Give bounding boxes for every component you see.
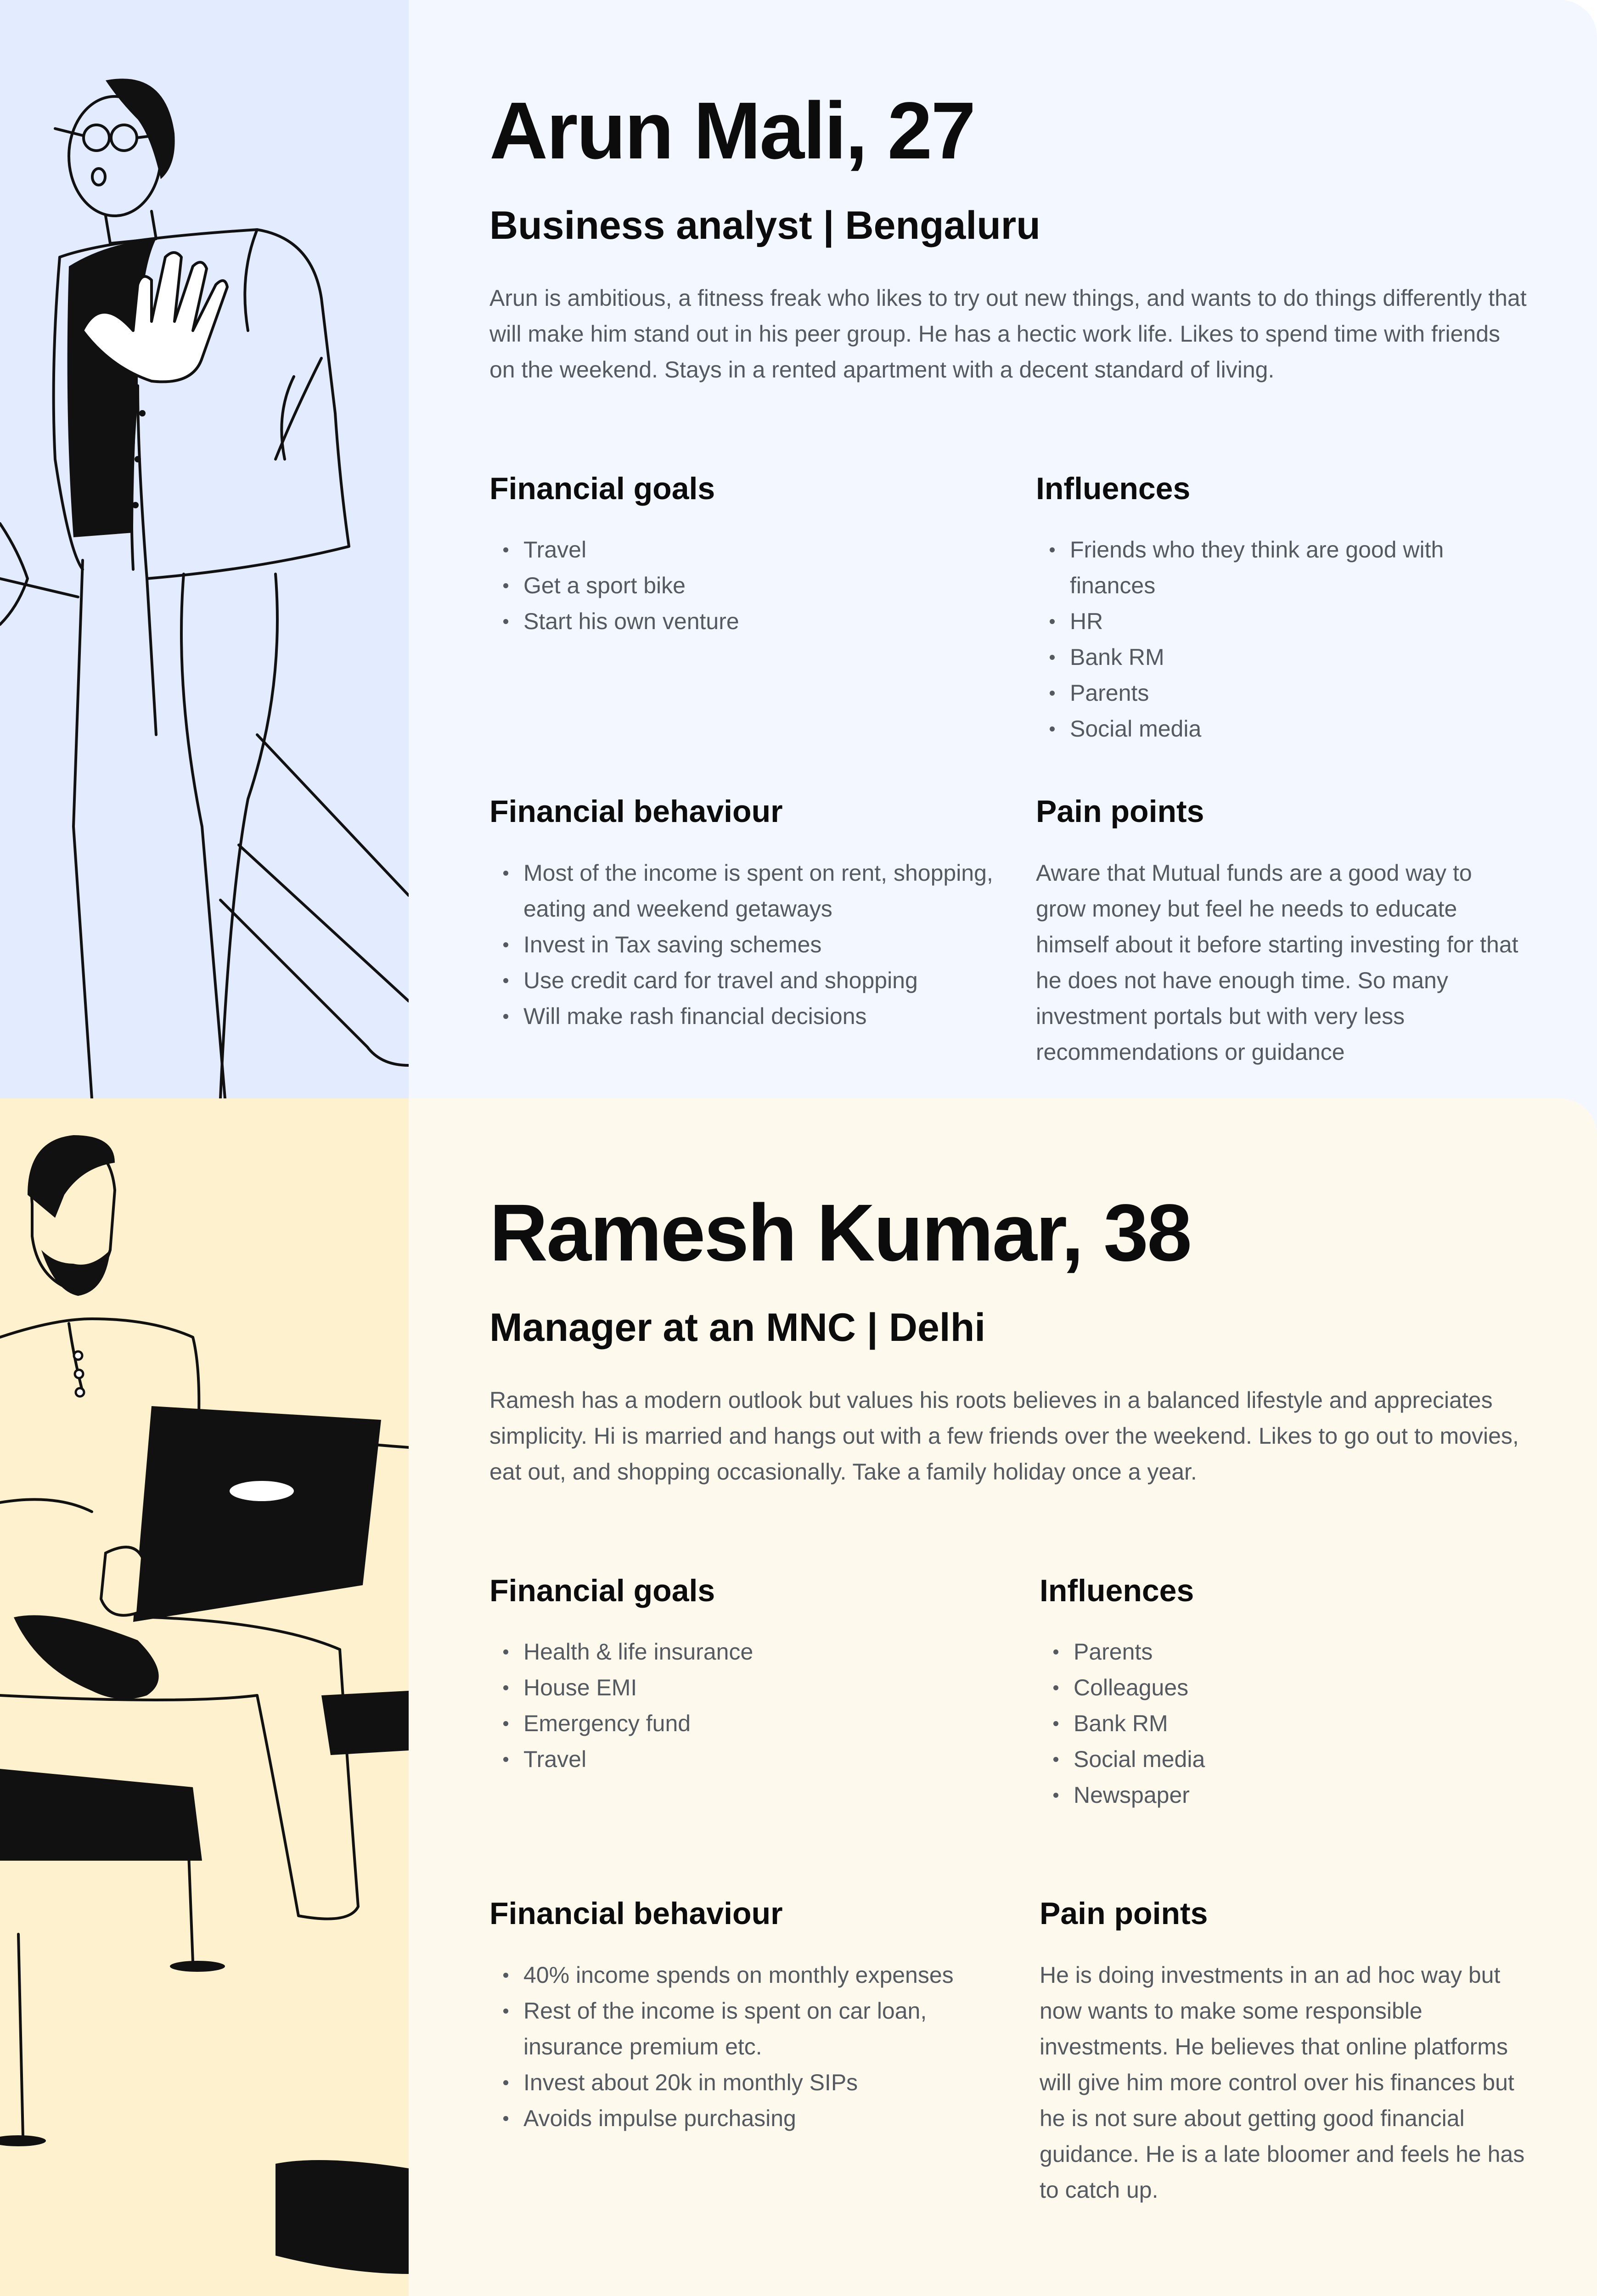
list-item: Emergency fund [523, 1705, 1029, 1741]
list-item: Parents [1070, 675, 1520, 711]
influences-list [1040, 1634, 1524, 1813]
persona-illustration-panel [0, 0, 409, 1153]
persona-bio: Arun is ambitious, a fitness freak who likes to try out new things, and wants to do things differently that will make him stand out in his peer group. He has a hectic work life. Likes to spend time with friends on the weekend. Stays in a rented apartment with a decent standard of living. [489, 285, 1527, 383]
financial-behaviour-heading: Financial behaviour [489, 1896, 783, 1931]
list-item: Social media [1074, 1741, 1524, 1777]
list-item: Travel [523, 1741, 1029, 1777]
persona-name: Ramesh Kumar, 38 [489, 1188, 1191, 1278]
list-item: Will make rash financial decisions [523, 998, 1029, 1034]
list-item: Rest of the income is spent on car loan, insurance premium etc. [523, 1993, 1029, 2065]
list-item: Friends who they think are good with finances [1070, 532, 1520, 603]
influences-heading: Influences [1036, 471, 1191, 506]
list-item: Invest in Tax saving schemes [523, 927, 1029, 962]
list-item: House EMI [523, 1670, 1029, 1705]
financial-behaviour-heading: Financial behaviour [489, 794, 783, 829]
persona-name: Arun Mali, 27 [489, 86, 975, 176]
persona-role: Manager at an MNC | Delhi [489, 1306, 986, 1350]
list-item: Travel [523, 532, 1029, 568]
list-item: Get a sport bike [523, 568, 1029, 603]
financial-goals-list [489, 532, 1029, 639]
pain-points-heading: Pain points [1036, 794, 1204, 829]
list-item: HR [1070, 603, 1520, 639]
financial-goals-heading: Financial goals [489, 471, 715, 506]
list-item: Colleagues [1074, 1670, 1524, 1705]
persona-card-ramesh [0, 1098, 1597, 2296]
persona-illustration-panel [0, 1098, 409, 2296]
list-item: Bank RM [1070, 639, 1520, 675]
persona-role: Business analyst | Bengaluru [489, 203, 1040, 248]
financial-goals-heading: Financial goals [489, 1573, 715, 1608]
influences-list [1036, 532, 1520, 747]
list-item: Health & life insurance [523, 1634, 1029, 1670]
list-item: Most of the income is spent on rent, shopping, eating and weekend getaways [523, 855, 1029, 927]
list-item: Start his own venture [523, 603, 1029, 639]
list-item: Invest about 20k in monthly SIPs [523, 2065, 1029, 2100]
list-item: Avoids impulse purchasing [523, 2100, 1029, 2136]
pain-points-heading: Pain points [1040, 1896, 1208, 1931]
influences-heading: Influences [1040, 1573, 1194, 1608]
person-standing-illustration [0, 0, 409, 1098]
person-with-laptop-illustration [0, 1098, 409, 2296]
list-item: Bank RM [1074, 1705, 1524, 1741]
financial-behaviour-list [489, 1957, 1029, 2136]
financial-goals-list [489, 1634, 1029, 1777]
persona-bio: Ramesh has a modern outlook but values his roots believes in a balanced lifestyle and appreciates simplicity. Hi is married and hangs out with a few friends over the weekend. Likes to go out to movies, eat out, and shopping occasionally. Take a family holiday once a year. [489, 1387, 1519, 1485]
list-item: 40% income spends on monthly expenses [523, 1957, 1029, 1993]
financial-behaviour-list [489, 855, 1029, 1034]
pain-points-text: He is doing investments in an ad hoc way but now wants to make some responsible investments. He believes that online platforms will give him more control over his finances but he is not sure about getting good financial guidance. He is a late bloomer and feels he has to catch up. [1040, 1962, 1525, 2203]
list-item: Parents [1074, 1634, 1524, 1670]
list-item: Use credit card for travel and shopping [523, 962, 1029, 998]
list-item: Social media [1070, 711, 1520, 747]
pain-points-text: Aware that Mutual funds are a good way to grow money but feel he needs to educate himself about it before starting investing for that he does not have enough time. So many investment portals but with very less recommendations or guidance [1036, 860, 1518, 1065]
list-item: Newspaper [1074, 1777, 1524, 1813]
